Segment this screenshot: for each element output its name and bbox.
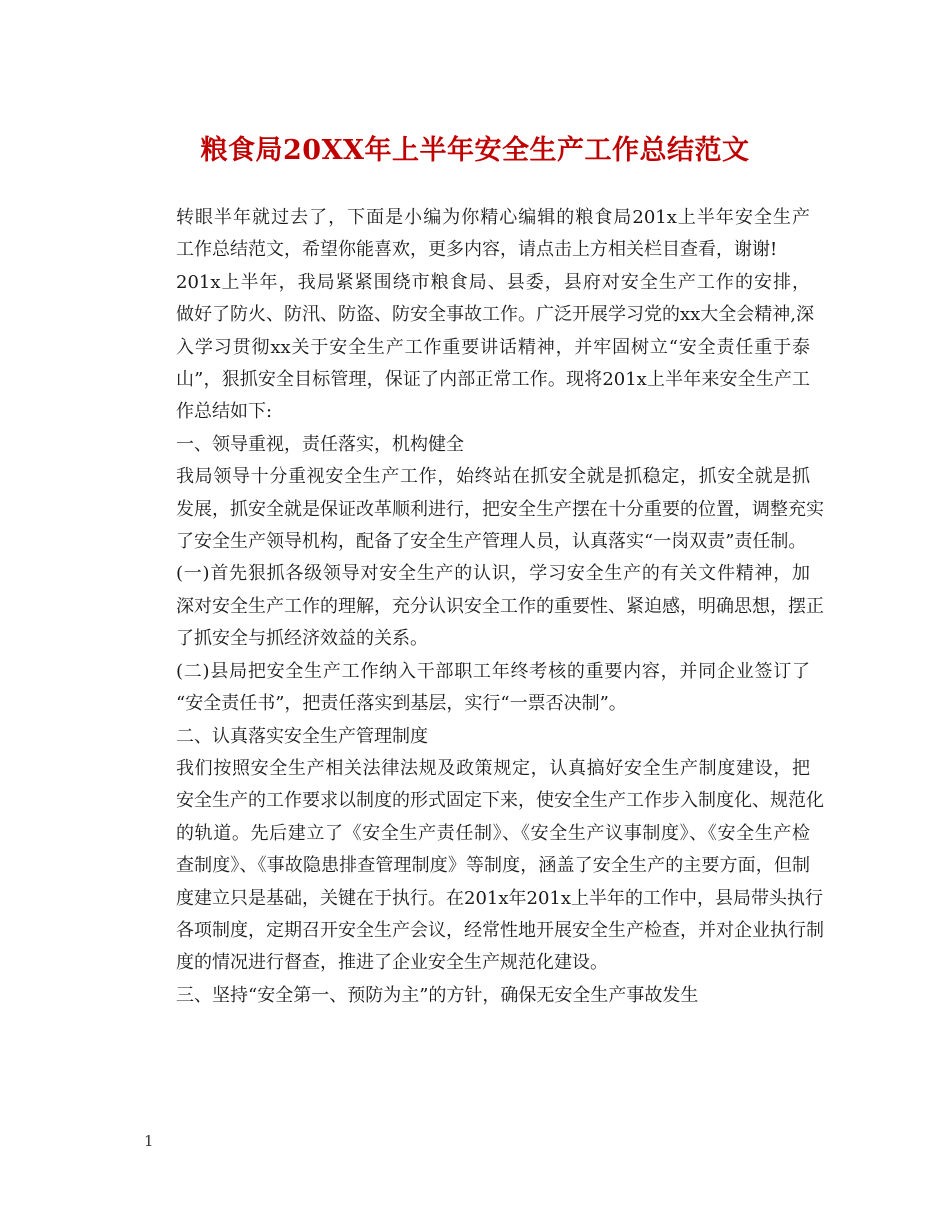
paragraph-line: 我局领导十分重视安全生产工作，始终站在抓安全就是抓稳定，抓安全就是抓 bbox=[176, 466, 810, 488]
paragraph-line: 了抓安全与抓经济效益的关系。 bbox=[176, 628, 428, 650]
paragraph-line: 转眼半年就过去了，下面是小编为你精心编辑的粮食局201x上半年安全生产 bbox=[176, 207, 810, 228]
heading-line: 二、认真落实安全生产管理制度 bbox=[176, 725, 428, 747]
paragraph-overview bbox=[140, 267, 815, 429]
paragraph-line: 安全生产的工作要求以制度的形式固定下来，使安全生产工作步入制度化、规范化 bbox=[176, 790, 824, 812]
paragraph-line: 201x上半年，我局紧紧围绕市粮食局、县委，县府对安全生产工作的安排， bbox=[176, 271, 810, 293]
paragraph-intro bbox=[140, 202, 810, 267]
paragraph-line: 查制度》、《事故隐患排查管理制度》等制度，涵盖了安全生产的主要方面，但制 bbox=[176, 855, 810, 877]
heading-line: 一、领导重视，责任落实，机构健全 bbox=[176, 433, 464, 455]
paragraph-item-2 bbox=[140, 656, 810, 721]
paragraph-line: (二)县局把安全生产工作纳入干部职工年终考核的重要内容，并同企业签订了 bbox=[176, 660, 810, 682]
section-heading-1 bbox=[140, 429, 810, 461]
paragraph-line: (一)首先狠抓各级领导对安全生产的认识，学习安全生产的有关文件精神，加 bbox=[176, 563, 810, 585]
paragraph-line: 度建立只是基础，关键在于执行。在201x年201x上半年的工作中，县局带头执行 bbox=[176, 887, 824, 909]
paragraph-line: 工作总结范文，希望你能喜欢，更多内容，请点击上方相关栏目查看，谢谢! bbox=[176, 239, 778, 261]
page-number: 1 bbox=[144, 1132, 154, 1150]
paragraph-line: 发展，抓安全就是保证改革顺利进行，把安全生产摆在十分重要的位置，调整充实 bbox=[176, 498, 824, 520]
paragraph-line: 的轨道。先后建立了《安全生产责任制》、《安全生产议事制度》、《安全生产检 bbox=[176, 822, 810, 844]
paragraph-item-1 bbox=[140, 558, 824, 655]
paragraph-line: 作总结如下: bbox=[176, 401, 273, 423]
paragraph-line: 了安全生产领导机构，配备了安全生产管理人员，认真落实“一岗双责”责任制。 bbox=[176, 531, 807, 553]
paragraph-line: “安全责任书”，把责任落实到基层，实行“一票否决制”。 bbox=[176, 693, 627, 715]
paragraph-line: 度的情况进行督查，推进了企业安全生产规范化建设。 bbox=[176, 952, 608, 974]
section-heading-3 bbox=[140, 980, 810, 1012]
paragraph-line: 做好了防火、防汛、防盗、防安全事故工作。广泛开展学习党的xx大全会精神,深 bbox=[176, 304, 815, 326]
section-heading-2 bbox=[140, 721, 810, 753]
paragraph-leadership bbox=[140, 461, 824, 558]
paragraph-line: 深对安全生产工作的理解，充分认识安全工作的重要性、紧迫感，明确思想，摆正 bbox=[176, 595, 824, 617]
paragraph-line: 山”，狠抓安全目标管理，保证了内部正常工作。现将201x上半年来安全生产工 bbox=[176, 369, 810, 391]
document-title: 粮食局20XX年上半年安全生产工作总结范文 bbox=[200, 135, 750, 166]
document-body bbox=[140, 202, 824, 1012]
paragraph-line: 各项制度，定期召开安全生产会议，经常性地开展安全生产检查，并对企业执行制 bbox=[176, 919, 824, 941]
paragraph-line: 入学习贯彻xx关于安全生产工作重要讲话精神，并牢固树立“安全责任重于泰 bbox=[176, 336, 810, 358]
paragraph-line: 我们按照安全生产相关法律法规及政策规定，认真搞好安全生产制度建设，把 bbox=[176, 757, 810, 779]
paragraph-regulations bbox=[140, 753, 824, 980]
heading-line: 三、坚持“安全第一、预防为主”的方针，确保无安全生产事故发生 bbox=[176, 984, 699, 1006]
